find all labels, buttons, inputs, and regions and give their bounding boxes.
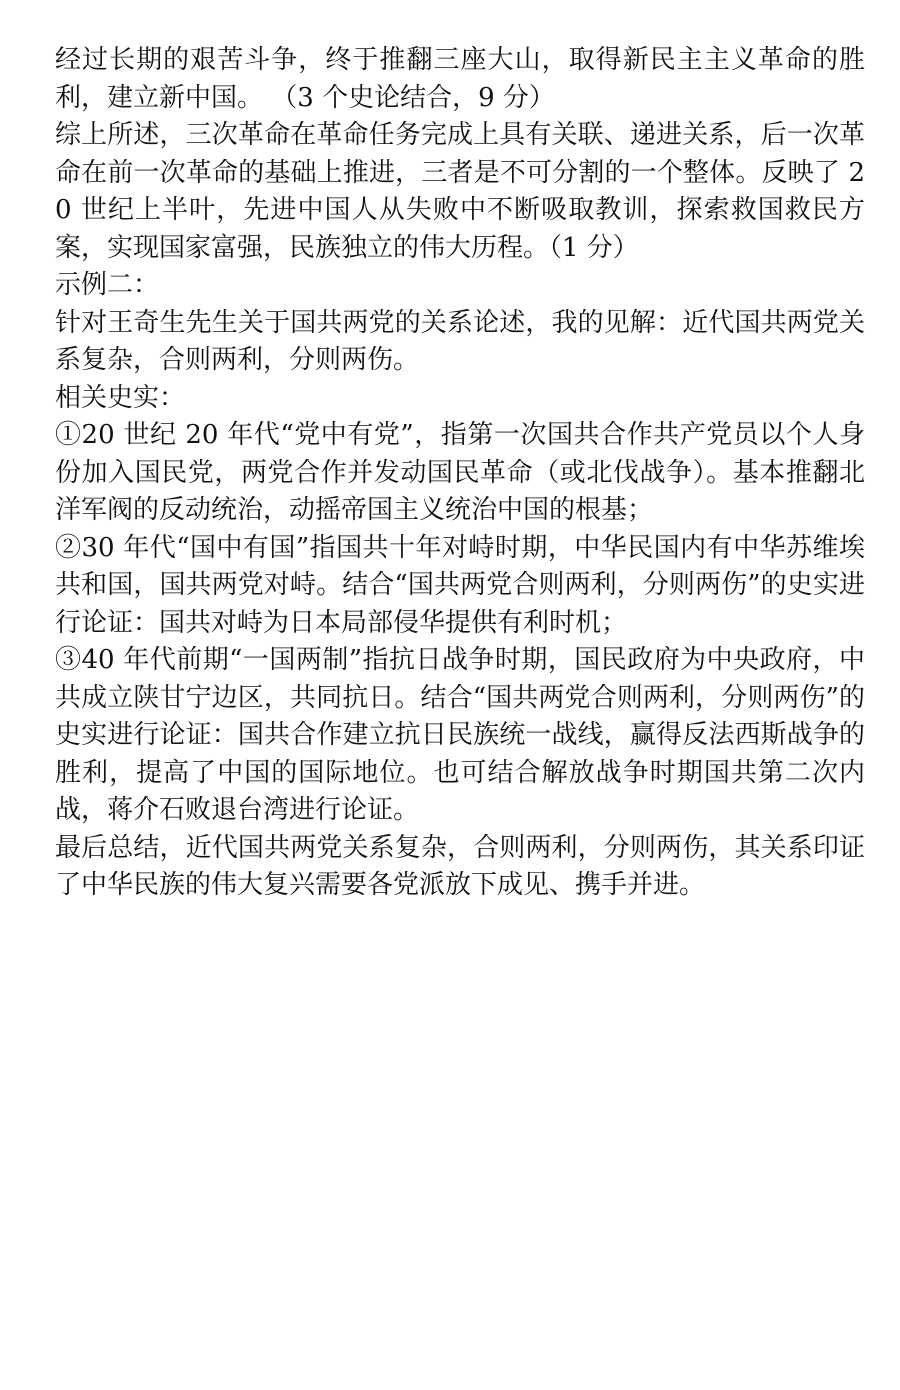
related-facts-heading: 相关史实： (55, 382, 186, 413)
paragraph-summary: 综上所述，三次革命在革命任务完成上具有关联、递进关系，后一次革命在前一次革命的基础上推进，三者是不可分割的一个整体。反映了 20 世纪上半叶，先进中国人从失败中不断吸取教训，探索救国救民方案，实现国家富强，民族独立的伟大历程。（1 分） (55, 120, 865, 263)
example-two-heading: 示例二： (55, 270, 160, 300)
document-body (55, 42, 865, 905)
paragraph-final-summary: 最后总结，近代国共两党关系复杂，合则两利，分则两伤，其关系印证了中华民族的伟大复兴需要各党派放下成见、携手并进。 (55, 832, 865, 900)
fact-item-1920s: ①20 世纪 20 年代“党中有党”，指第一次国共合作共产党员以个人身份加入国民党，两党合作并发动国民革命（或北伐战争）。基本推翻北洋军阀的反动统治，动摇帝国主义统治中国的根基； (55, 420, 865, 525)
fact-item-1940s: ③40 年代前期“一国两制”指抗日战争时期，国民政府为中央政府，中共成立陕甘宁边区，共同抗日。结合“国共两党合则两利，分则两伤”的史实进行论证：国共合作建立抗日民族统一战线，赢得反法西斯战争的胜利，提高了中国的国际地位。也可结合解放战争时期国共第二次内战，蒋介石败退台湾进行论证。 (55, 645, 865, 825)
paragraph-viewpoint: 针对王奇生先生关于国共两党的关系论述，我的见解：近代国共两党关系复杂，合则两利，分则两伤。 (55, 307, 865, 375)
paragraph-revolution-conclusion: 经过长期的艰苦斗争，终于推翻三座大山，取得新民主主义革命的胜利，建立新中国。 （3 个史论结合，9 分） (55, 45, 865, 113)
fact-item-1930s: ②30 年代“国中有国”指国共十年对峙时期，中华民国内有中华苏维埃共和国，国共两党对峙。结合“国共两党合则两利，分则两伤”的史实进行论证：国共对峙为日本局部侵华提供有利时机； (55, 532, 865, 638)
